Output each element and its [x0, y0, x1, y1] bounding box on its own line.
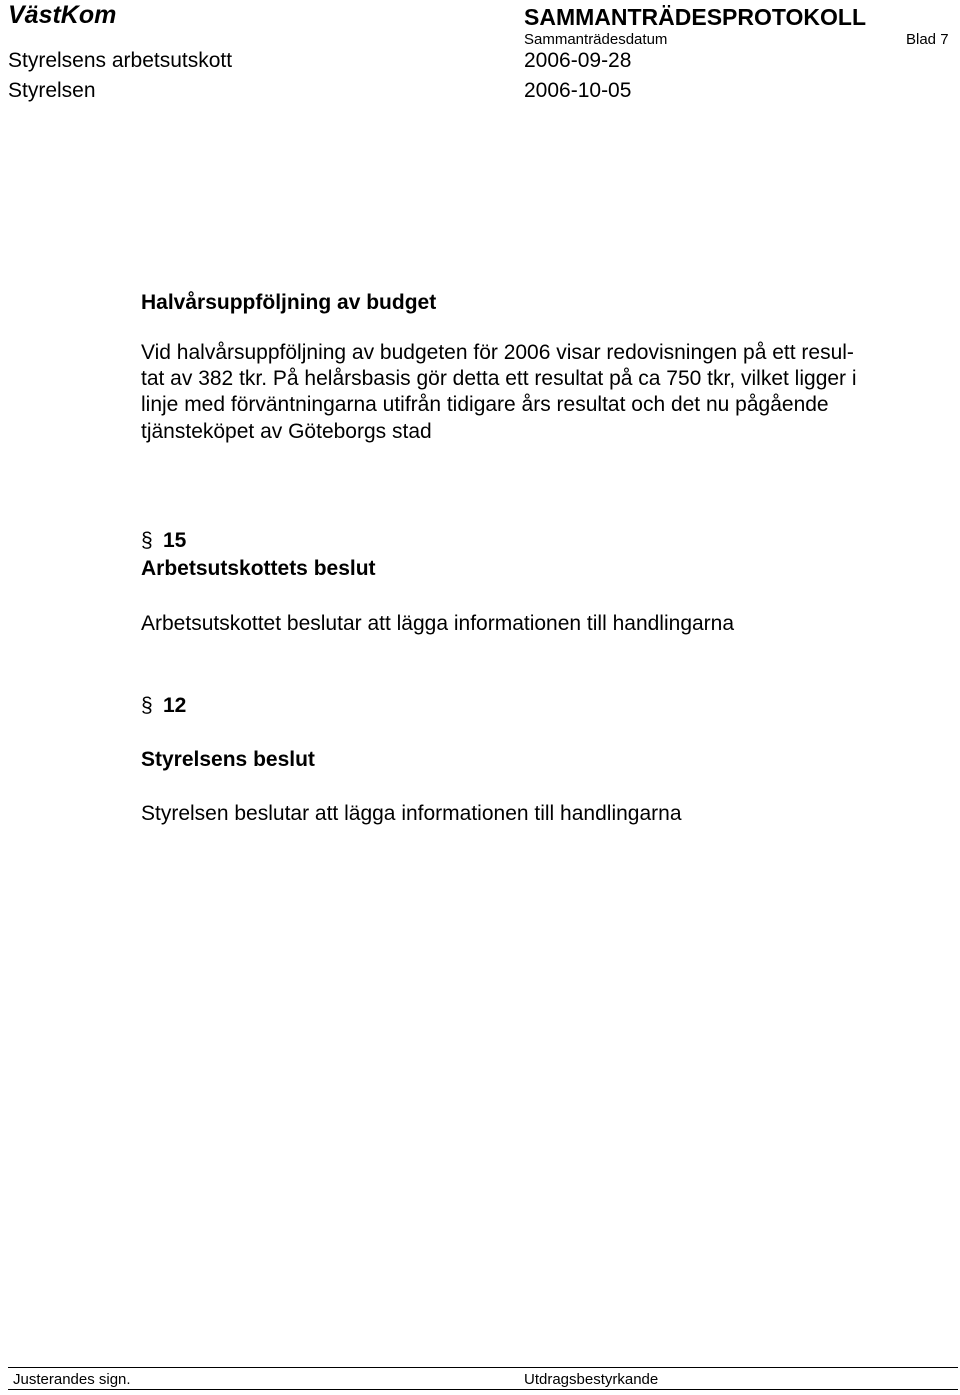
decision-text-au: Arbetsutskottet beslutar att lägga informationen till handlingarna — [141, 612, 735, 635]
paragraph-number-au — [141, 528, 186, 554]
section-heading: Halvårsuppföljning av budget — [141, 291, 437, 314]
section-paragraph — [141, 340, 941, 445]
board-name: Styrelsen — [8, 79, 96, 102]
footer-certification-label: Utdragsbestyrkande — [524, 1371, 659, 1388]
paragraph-number-board — [141, 693, 186, 719]
section-sign-icon: § — [141, 694, 153, 717]
paragraph-line: tat av 382 tkr. På helårsbasis gör detta ett resultat på ca 750 tkr, vilket ligger i — [141, 367, 857, 391]
paragraph-line: tjänsteköpet av Göteborgs stad — [141, 419, 432, 443]
committee-meeting-date: 2006-09-28 — [524, 49, 632, 72]
document-title: SAMMANTRÄDESPROTOKOLL — [524, 4, 867, 30]
paragraph-number: 15 — [163, 529, 187, 552]
organization-name: VästKom — [8, 1, 117, 29]
footer-divider — [8, 1367, 958, 1368]
decision-text-board: Styrelsen beslutar att lägga informationen till handlingarna — [141, 802, 682, 825]
section-sign-icon: § — [141, 529, 153, 552]
paragraph-line: Vid halvårsuppföljning av budgeten för 2006 visar redovisningen på ett resul- — [141, 341, 854, 364]
decision-heading-board: Styrelsens beslut — [141, 748, 315, 771]
committee-name: Styrelsens arbetsutskott — [8, 49, 233, 72]
meeting-date-label: Sammanträdesdatum — [524, 31, 668, 48]
decision-heading-au: Arbetsutskottets beslut — [141, 557, 376, 580]
board-meeting-date: 2006-10-05 — [524, 79, 632, 102]
paragraph-line: linje med förväntningarna utifrån tidigare års resultat och det nu pågående — [141, 393, 829, 417]
paragraph-number: 12 — [163, 694, 187, 717]
page-number: Blad 7 — [906, 31, 949, 48]
footer-signature-label: Justerandes sign. — [13, 1371, 131, 1388]
footer-bottom-divider — [8, 1389, 958, 1390]
